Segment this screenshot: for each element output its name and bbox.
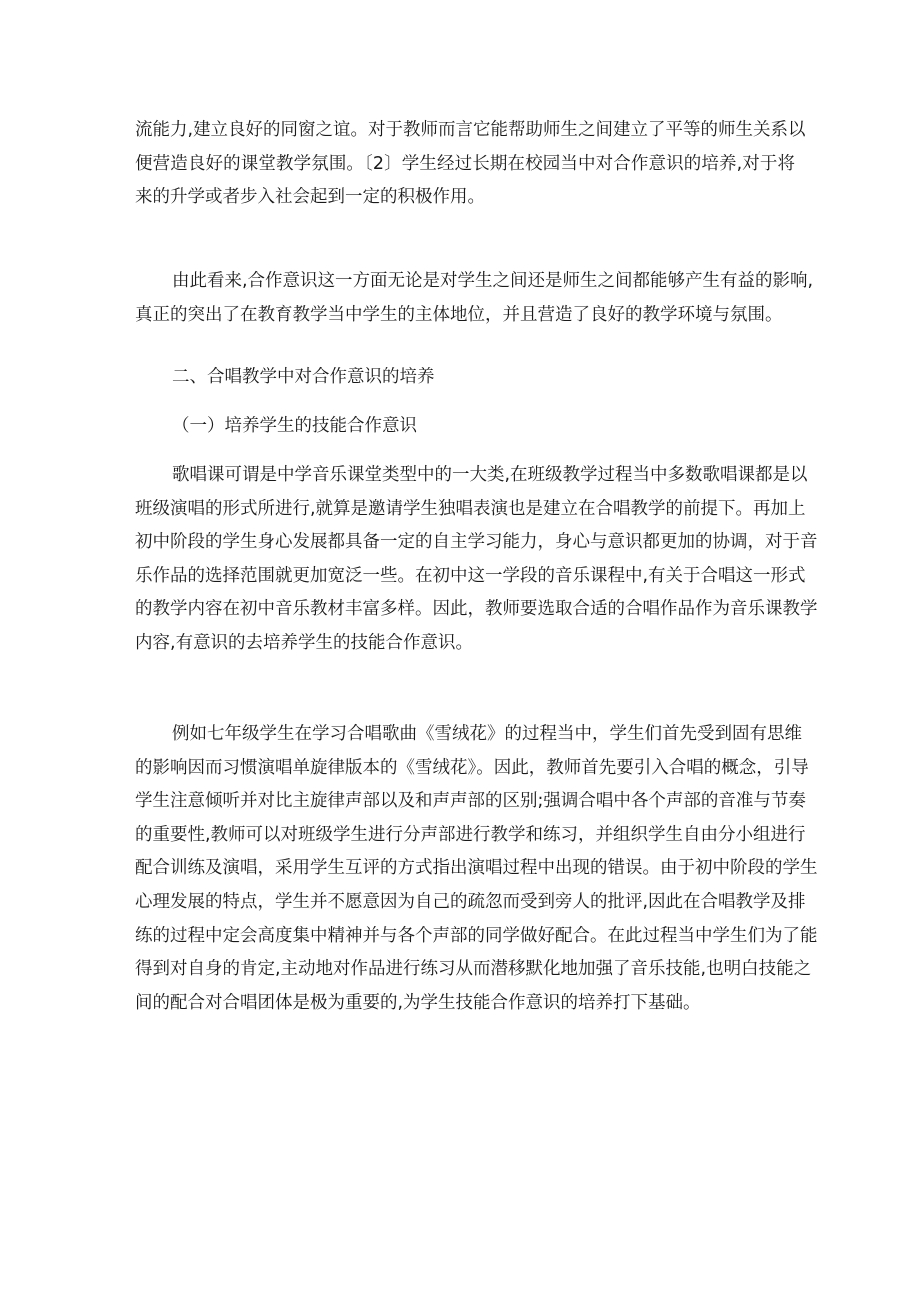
paragraph-line: 流能力,建立良好的同窗之谊。对于教师而言它能帮助师生之间建立了平等的师生关系以 (135, 120, 806, 140)
paragraph-line: 的重要性,教师可以对班级学生进行分声部进行教学和练习，并组织学生自由分小组进行 (135, 824, 806, 845)
paragraph-line: 的教学内容在初中音乐教材丰富多样。因此，教师要选取合适的合唱作品作为音乐课教学 (135, 599, 818, 620)
subsection-heading: （一）培养学生的技能合作意识 (172, 416, 417, 436)
paragraph-line: 的影响因而习惯演唱单旋律版本的《雪绒花》。因此，教师首先要引入合唱的概念，引导 (135, 757, 809, 778)
paragraph-line: 心理发展的特点，学生并不愿意因为自己的疏忽而受到旁人的批评,因此在合唱教学及排 (135, 891, 806, 912)
paragraph-line: 间的配合对合唱团体是极为重要的,为学生技能合作意识的培养打下基础。 (135, 992, 701, 1013)
section-heading: 二、合唱教学中对合作意识的培养 (172, 367, 435, 387)
paragraph-3 (135, 459, 818, 661)
paragraph-line: 初中阶段的学生身心发展都具备一定的自主学习能力，身心与意识都更加的协调，对于音 (135, 532, 818, 553)
paragraph-line: 来的升学或者步入社会起到一定的积极作用。 (135, 187, 485, 208)
paragraph-line: 得到对自身的肯定,主动地对作品进行练习从而潜移默化地加强了音乐技能,也明白技能之 (135, 959, 812, 980)
paragraph-line: 配合训练及演唱，采用学生互评的方式指出演唱过程中出现的错误。由于初中阶段的学生 (135, 858, 818, 879)
paragraph-line: 例如七年级学生在学习合唱歌曲《雪绒花》的过程当中，学生们首先受到固有思维 (172, 724, 802, 744)
paragraph-line: 乐作品的选择范围就更加宽泛一些。在初中这一学段的音乐课程中,有关于合唱这一形式 (135, 565, 806, 586)
paragraph-line: 由此看来,合作意识这一方面无论是对学生之间还是师生之间都能够产生有益的影响, (172, 271, 814, 291)
paragraph-line: 学生注意倾听并对比主旋律声部以及和声声部的区别;强调合唱中各个声部的音准与节奏 (135, 791, 806, 812)
paragraph-1 (135, 114, 806, 215)
paragraph-line: 真正的突出了在教育教学当中学生的主体地位，并且营造了良好的教学环境与氛围。 (135, 304, 783, 325)
paragraph-line: 便营造良好的课堂教学氛围。〔2〕学生经过长期在校园当中对合作意识的培养,对于将 (135, 153, 795, 174)
paragraph-line: 内容,有意识的去培养学生的技能合作意识。 (135, 632, 474, 653)
paragraph-2 (135, 265, 814, 332)
paragraph-4 (135, 718, 818, 1020)
paragraph-line: 班级演唱的形式所进行,就算是邀请学生独唱表演也是建立在合唱教学的前提下。再加上 (135, 498, 806, 519)
paragraph-line: 歌唱课可谓是中学音乐课堂类型中的一大类,在班级教学过程当中多数歌唱课都是以 (172, 465, 808, 485)
paragraph-line: 练的过程中定会高度集中精神并与各个声部的同学做好配合。在此过程当中学生们为了能 (135, 925, 818, 946)
